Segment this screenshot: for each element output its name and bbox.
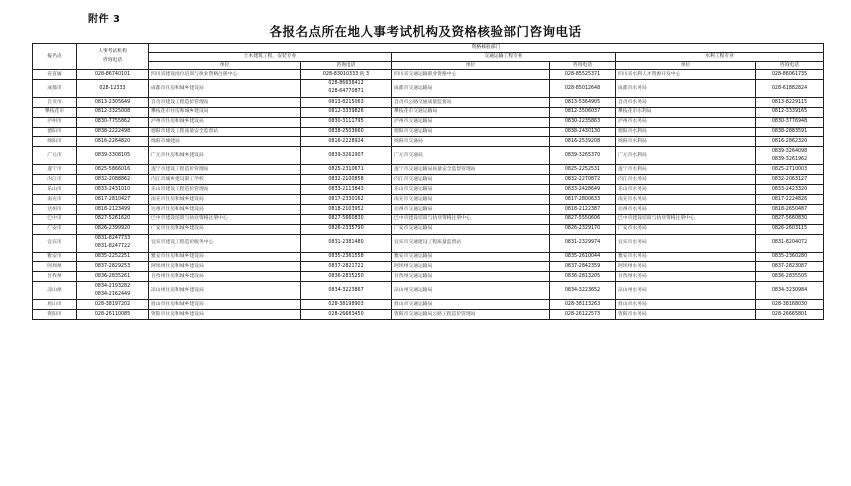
cell-exam-phone: 0837-2829253: [77, 262, 149, 272]
cell-exam-phone: 0825-5866016: [77, 165, 149, 175]
cell-traffic-phone: 0833-2428649: [550, 185, 616, 195]
cell-water-unit: 成都市水务局: [616, 79, 756, 97]
cell-city: 资阳市: [33, 310, 77, 320]
cell-civil-phone: 0837-2821722: [301, 262, 392, 272]
cell-exam-phone: 028-12333: [77, 79, 149, 97]
cell-traffic-unit: 宜宾市交通建设工程质量监督站: [392, 234, 550, 252]
cell-water-phone-line: 0839-3264098: [771, 148, 808, 154]
attachment-label: 附件 3: [88, 14, 121, 25]
cell-exam-phone: 0836-2835261: [77, 272, 149, 282]
cell-traffic-phone: 0839-3265370: [550, 147, 616, 165]
cell-traffic-unit: 达州市交通运输局: [392, 204, 550, 214]
cell-traffic-unit: 泸州市交通运输局: [392, 117, 550, 127]
table-row: [33, 107, 824, 117]
cell-water-unit: 遂宁市水利局: [616, 165, 756, 175]
cell-traffic-unit: 资阳市交通运输局公路工程造价管理站: [392, 310, 550, 320]
cell-water-unit: 四川省水利人才资源开发中心: [616, 70, 756, 80]
cell-traffic-unit: 南充市交通运输局: [392, 195, 550, 205]
cell-traffic-unit: 成都市交通运输局: [392, 79, 550, 97]
cell-water-phone: 0816-2862320: [756, 137, 824, 147]
cell-water-unit: 乐山市水务局: [616, 185, 756, 195]
cell-city: 广安市: [33, 224, 77, 234]
cell-traffic-phone: 0817-2800633: [550, 195, 616, 205]
cell-civil-unit: 德阳市建设工程质量安全监督站: [149, 127, 301, 137]
cell-exam-phone: 0835-2252251: [77, 252, 149, 262]
cell-exam-phone: 0818-2123499: [77, 204, 149, 214]
cell-water-phone: 0831-8204072: [756, 234, 824, 252]
cell-traffic-unit: 内江市交通运输局: [392, 175, 550, 185]
cell-civil-phone: 0832-2100858: [301, 175, 392, 185]
table-row: [33, 117, 824, 127]
cell-water-unit: 广安市水务局: [616, 224, 756, 234]
cell-traffic-unit: 广元市交通局: [392, 147, 550, 165]
cell-city: 凉山州: [33, 282, 77, 300]
cell-civil-unit: 南充市住房和城乡建设局: [149, 195, 301, 205]
cell-water-phone: 0838-2883591: [756, 127, 824, 137]
cell-water-unit: 阿坝州水务局: [616, 262, 756, 272]
cell-exam-phone: 0830-7755862: [77, 117, 149, 127]
cell-civil-phone: [301, 79, 392, 97]
cell-water-unit: 达州市水务局: [616, 204, 756, 214]
cell-traffic-phone: 0830-2235863: [550, 117, 616, 127]
cell-traffic-phone: 0813-5364905: [550, 97, 616, 107]
cell-traffic-phone: 0835-2610044: [550, 252, 616, 262]
cell-civil-unit: 凉山州住房和城乡建设局: [149, 282, 301, 300]
table-row: [33, 282, 824, 300]
contact-table: [32, 43, 824, 320]
cell-traffic-unit: 自贡市公路交通质量监督站: [392, 97, 550, 107]
cell-traffic-unit: 遂宁市交通运输局质量安全监督管理站: [392, 165, 550, 175]
cell-civil-unit: 泸州市住房和城乡建设局: [149, 117, 301, 127]
table-row: [33, 175, 824, 185]
cell-water-unit: 德阳市水利局: [616, 127, 756, 137]
cell-exam-phone: 028-38197202: [77, 300, 149, 310]
cell-water-unit: 凉山州水务局: [616, 282, 756, 300]
cell-traffic-unit: 乐山市交通运输局: [392, 185, 550, 195]
cell-traffic-unit: 绵阳市交通局: [392, 137, 550, 147]
cell-civil-phone: 0839-3262907: [301, 147, 392, 165]
cell-water-phone: 0825-2710003: [756, 165, 824, 175]
cell-civil-phone: 0838-2503660: [301, 127, 392, 137]
cell-water-phone: 0833-2423320: [756, 185, 824, 195]
table-row: [33, 214, 824, 224]
cell-water-phone: 0837-2823087: [756, 262, 824, 272]
cell-water-unit: 南充市水务局: [616, 195, 756, 205]
cell-traffic-phone: 0831-2329974: [550, 234, 616, 252]
cell-civil-phone: 0830-3111795: [301, 117, 392, 127]
cell-civil-unit: 广元市住房和城乡建设局: [149, 147, 301, 165]
table-row: [33, 272, 824, 282]
cell-water-unit: 资阳市水务局: [616, 310, 756, 320]
cell-traffic-phone: 028-85012648: [550, 79, 616, 97]
cell-civil-unit: 绵阳市城建局: [149, 137, 301, 147]
header-exam-agency: [77, 44, 149, 70]
cell-traffic-phone: 0837-2842359: [550, 262, 616, 272]
cell-exam-phone: 0813-2305649: [77, 97, 149, 107]
cell-exam-phone: 0838-2222498: [77, 127, 149, 137]
cell-traffic-phone: 028-38113263: [550, 300, 616, 310]
cell-city: 绵阳市: [33, 137, 77, 147]
cell-water-phone: 0813-8229115: [756, 97, 824, 107]
cell-city: 眉山市: [33, 300, 77, 310]
cell-traffic-unit: 四川省交通运输职业资格中心: [392, 70, 550, 80]
cell-civil-unit: 遂宁市建设工程造价管理站: [149, 165, 301, 175]
cell-traffic-unit: 阿坝州交通运输局: [392, 262, 550, 272]
table-row: [33, 224, 824, 234]
cell-traffic-phone: 0838-2430130: [550, 127, 616, 137]
cell-water-unit: 雅安市水务局: [616, 252, 756, 262]
cell-water-phone: 0827-5660830: [756, 214, 824, 224]
cell-city: 遂宁市: [33, 165, 77, 175]
cell-traffic-phone: 0834-3223652: [550, 282, 616, 300]
cell-civil-unit: 达州市住房和城乡建设局: [149, 204, 301, 214]
header-city: 报名点: [33, 44, 77, 70]
cell-water-unit: 宜宾市水务局: [616, 234, 756, 252]
cell-civil-phone: 0826-2335790: [301, 224, 392, 234]
cell-civil-phone: 028-83010333 转 3: [301, 70, 392, 80]
cell-exam-phone: 028-26110085: [77, 310, 149, 320]
cell-traffic-unit: 广安市交通运输局: [392, 224, 550, 234]
cell-traffic-unit: 甘孜州交通运输局: [392, 272, 550, 282]
cell-civil-phone-line: 028-86638412: [328, 81, 364, 87]
cell-city: 巴中市: [33, 214, 77, 224]
cell-civil-phone: 0816-2228924: [301, 137, 392, 147]
cell-traffic-unit: 攀枝花市交通运输局: [392, 107, 550, 117]
cell-city: 达州市: [33, 204, 77, 214]
cell-water-phone: 028-38168030: [756, 300, 824, 310]
header-civil-phone: 咨询电话: [301, 62, 392, 70]
cell-traffic-phone: 0826-2329170: [550, 224, 616, 234]
cell-city: 泸州市: [33, 117, 77, 127]
cell-city: 南充市: [33, 195, 77, 205]
cell-traffic-unit: 眉山市交通运输局: [392, 300, 550, 310]
cell-civil-phone: 0831-2381480: [301, 234, 392, 252]
cell-traffic-unit: 德阳市交通运输局: [392, 127, 550, 137]
table-row: [33, 310, 824, 320]
cell-exam-phone: 0832-2088862: [77, 175, 149, 185]
cell-civil-phone: 028-26683450: [301, 310, 392, 320]
cell-water-phone: [756, 147, 824, 165]
cell-water-phone: 0834-3230984: [756, 282, 824, 300]
cell-traffic-phone: 0836-2813205: [550, 272, 616, 282]
cell-city: 雅安市: [33, 252, 77, 262]
cell-water-phone: 0818-2650487: [756, 204, 824, 214]
cell-water-phone: 0817-2224826: [756, 195, 824, 205]
cell-water-unit: 广元市水利局: [616, 147, 756, 165]
page-title: 各报名点所在地人事考试机构及资格核验部门咨询电话: [269, 24, 582, 39]
cell-civil-unit: 广安市住房和城乡建设局: [149, 224, 301, 234]
cell-traffic-phone: 028-26122573: [550, 310, 616, 320]
cell-water-phone: 0812-3339165: [756, 107, 824, 117]
cell-exam-phone: 0827-5261620: [77, 214, 149, 224]
cell-exam-phone-line: 0831-8247722: [94, 244, 131, 250]
cell-civil-unit: 乐山市建设工程造价管理站: [149, 185, 301, 195]
cell-city: 甘孜州: [33, 272, 77, 282]
cell-exam-phone: [77, 234, 149, 252]
cell-exam-phone: 0833-2431010: [77, 185, 149, 195]
cell-water-unit: 自贡市水务局: [616, 97, 756, 107]
cell-water-unit: 泸州市水务局: [616, 117, 756, 127]
cell-civil-unit: 巴中市建设培训与执业资格注册中心: [149, 214, 301, 224]
cell-civil-phone: 0833-2113843: [301, 185, 392, 195]
table-body: [33, 70, 824, 320]
cell-civil-phone-line: 028-64770871: [328, 89, 364, 95]
header-water-phone: 咨询电话: [756, 62, 824, 70]
cell-water-phone: 0830-3776948: [756, 117, 824, 127]
table-row: [33, 147, 824, 165]
cell-traffic-phone: 0816-2539208: [550, 137, 616, 147]
table-row: [33, 97, 824, 107]
header-traffic-phone: 咨询电话: [550, 62, 616, 70]
table-row: [33, 79, 824, 97]
cell-civil-unit: 雅安市住房和城乡建设局: [149, 252, 301, 262]
cell-city: 阿坝州: [33, 262, 77, 272]
cell-water-phone: 0832-2063127: [756, 175, 824, 185]
cell-water-unit: 甘孜州水务局: [616, 272, 756, 282]
cell-civil-phone: 0812-3339826: [301, 107, 392, 117]
cell-water-phone: 0826-2603115: [756, 224, 824, 234]
cell-civil-phone: 0835-2361558: [301, 252, 392, 262]
cell-civil-unit: 资阳市住房和城乡建设局: [149, 310, 301, 320]
cell-city: 成都市: [33, 79, 77, 97]
cell-civil-unit: 四川省建设岗位培训与执业资格注册中心: [149, 70, 301, 80]
cell-water-unit: 内江市水务局: [616, 175, 756, 185]
cell-civil-phone: 0827-5660830: [301, 214, 392, 224]
cell-civil-unit: 甘孜州住房和城乡建设局: [149, 272, 301, 282]
cell-civil-phone: 0834-3223867: [301, 282, 392, 300]
header-traffic: 交通运输工程专业: [392, 53, 616, 62]
table-row: [33, 300, 824, 310]
cell-exam-phone: 0812-3325008: [77, 107, 149, 117]
cell-water-unit: 眉山市水务局: [616, 300, 756, 310]
table-row: [33, 165, 824, 175]
cell-civil-unit: 眉山市住房和城乡建设局: [149, 300, 301, 310]
cell-traffic-phone: 0832-2270872: [550, 175, 616, 185]
table-row: [33, 195, 824, 205]
cell-exam-phone: [77, 282, 149, 300]
cell-water-unit: 绵阳市水利局: [616, 137, 756, 147]
header-verify-dept: 资格核验部门: [149, 44, 824, 53]
cell-civil-phone: 0818-2103952: [301, 204, 392, 214]
header-water: 水利工程专业: [616, 53, 824, 62]
header-exam-phone-label: 咨询电话: [102, 58, 123, 63]
cell-city: 德阳市: [33, 127, 77, 137]
cell-civil-unit: 内江市城乡建设职工学校: [149, 175, 301, 185]
cell-exam-phone-line: 0834-2193282: [94, 283, 131, 289]
cell-traffic-unit: 凉山州交通运输局: [392, 282, 550, 300]
cell-city: 乐山市: [33, 185, 77, 195]
header-civil-unit: 单位: [149, 62, 301, 70]
cell-city: 内江市: [33, 175, 77, 185]
table-row: [33, 204, 824, 214]
cell-exam-phone-line: 0831-8247733: [94, 236, 131, 242]
table-row: [33, 262, 824, 272]
cell-water-unit: 攀枝花市水利局: [616, 107, 756, 117]
cell-traffic-phone: 0812-3506037: [550, 107, 616, 117]
table-row: [33, 252, 824, 262]
cell-water-phone: 028-61882824: [756, 79, 824, 97]
table-row: [33, 185, 824, 195]
cell-traffic-phone: 0825-2252531: [550, 165, 616, 175]
cell-exam-phone: 0826-2399920: [77, 224, 149, 234]
cell-civil-phone: 0836-2835250: [301, 272, 392, 282]
cell-water-phone-line: 0839-3261962: [771, 156, 808, 162]
cell-traffic-phone: 0818-2122387: [550, 204, 616, 214]
cell-traffic-unit: 巴中市建设培训与执业资格注册中心: [392, 214, 550, 224]
cell-exam-phone-line: 0834-2162449: [94, 291, 131, 297]
cell-city: 宜宾市: [33, 234, 77, 252]
cell-exam-phone: 0816-2264820: [77, 137, 149, 147]
cell-civil-phone: 0825-2310671: [301, 165, 392, 175]
header-water-unit: 单位: [616, 62, 756, 70]
cell-traffic-phone: 0827-5550606: [550, 214, 616, 224]
cell-city: 省直属: [33, 70, 77, 80]
cell-water-phone: 0835-2360280: [756, 252, 824, 262]
cell-civil-unit: 阿坝州住房和城乡建设局: [149, 262, 301, 272]
header-civil: 土木建筑工程、安装专业: [149, 53, 392, 62]
cell-water-unit: 巴中市建设培训与执业资格注册中心: [616, 214, 756, 224]
cell-exam-phone: 0817-2810427: [77, 195, 149, 205]
table-row: [33, 127, 824, 137]
cell-traffic-unit: 雅安市交通运输局: [392, 252, 550, 262]
cell-civil-phone: 0817-2330162: [301, 195, 392, 205]
cell-civil-unit: 自贡市建设工程造价管理站: [149, 97, 301, 107]
header-exam-agency-label: 人事考试机构: [98, 49, 127, 55]
cell-traffic-phone: 028-85525371: [550, 70, 616, 80]
cell-civil-unit: 成都市住房和城乡建设局: [149, 79, 301, 97]
cell-water-phone: 0836-2835505: [756, 272, 824, 282]
cell-exam-phone: 0839-3308105: [77, 147, 149, 165]
cell-civil-phone: 028-38198903: [301, 300, 392, 310]
header-traffic-unit: 单位: [392, 62, 550, 70]
cell-civil-phone: 0813-8215063: [301, 97, 392, 107]
cell-civil-unit: 攀枝花市住房和城乡建设局: [149, 107, 301, 117]
cell-civil-unit: 宜宾市建设工程造价服务中心: [149, 234, 301, 252]
cell-exam-phone: 028-86740101: [77, 70, 149, 80]
cell-water-phone: 028-26665801: [756, 310, 824, 320]
table-row: [33, 70, 824, 80]
table-row: [33, 234, 824, 252]
cell-city: 广元市: [33, 147, 77, 165]
table-row: [33, 137, 824, 147]
cell-water-phone: 028-86061735: [756, 70, 824, 80]
cell-city: 自贡市: [33, 97, 77, 107]
cell-city: 攀枝花市: [33, 107, 77, 117]
